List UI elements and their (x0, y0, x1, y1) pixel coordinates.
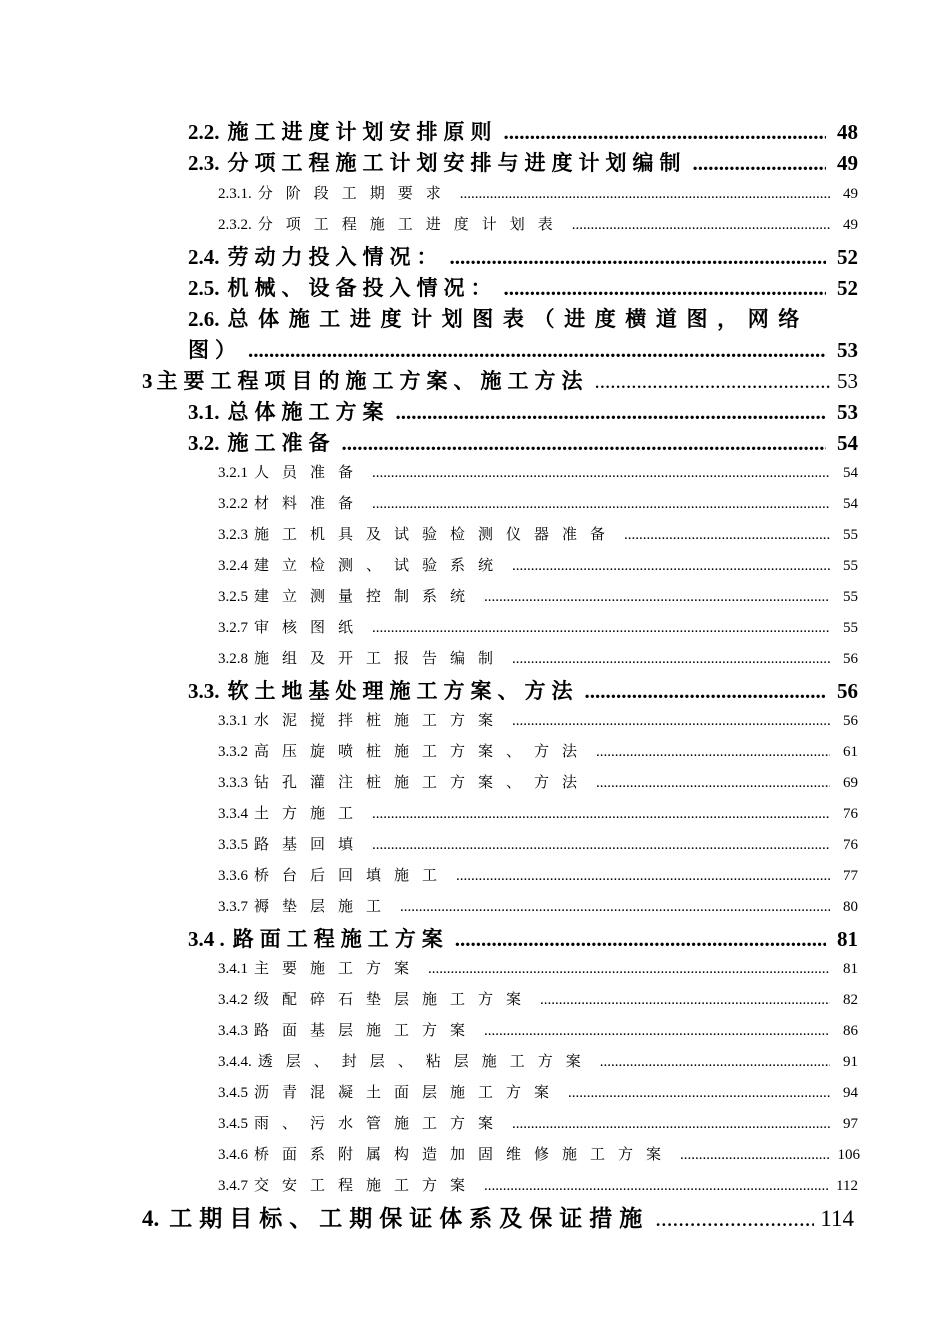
toc-number: 3.3.1 (218, 713, 248, 729)
toc-leader-dots (512, 558, 830, 575)
toc-page-number: 61 (843, 744, 858, 760)
toc-number: 3.2.8 (218, 651, 248, 667)
toc-title: 总体施工方案 (227, 400, 390, 424)
toc-leader-dots (585, 679, 827, 704)
toc-leader-dots (680, 1147, 830, 1164)
toc-number: 3.2.4 (218, 558, 248, 574)
toc-title: 劳动力投入情况： (227, 245, 444, 269)
toc-page-number: 55 (843, 620, 858, 636)
toc-leader-dots (540, 992, 830, 1009)
toc-number: 2.5. (188, 276, 220, 300)
toc-leader-dots (600, 1054, 830, 1071)
toc-leader-dots (484, 1178, 828, 1195)
toc-entry-3-4-2[interactable] (218, 988, 858, 1010)
toc-title: 雨、污水管施工方案 (254, 1116, 507, 1132)
toc-entry-3-2-8[interactable] (218, 647, 858, 669)
toc-leader-dots (512, 1116, 830, 1133)
toc-number: 3.4.4. (218, 1054, 252, 1070)
toc-number: 3.2.7 (218, 620, 248, 636)
toc-leader-dots (568, 1085, 830, 1102)
toc-number: 3 (142, 369, 153, 393)
toc-entry-4[interactable] (142, 1200, 854, 1230)
toc-page-number: 55 (843, 527, 858, 543)
toc-leader-dots (655, 1206, 814, 1232)
toc-page-number: 53 (837, 338, 858, 362)
toc-number: 3.3.3 (218, 775, 248, 791)
toc-entry-3-4-5-pipe[interactable] (218, 1112, 858, 1134)
toc-page-number: 49 (843, 217, 858, 233)
toc-entry-3-2-2[interactable] (218, 492, 858, 514)
toc-title: 高压旋喷桩施工方案、方法 (254, 744, 591, 760)
toc-leader-dots (596, 775, 830, 792)
toc-page-number: 54 (837, 431, 858, 455)
toc-title: 人员准备 (254, 465, 367, 481)
toc-page-number: 53 (837, 369, 858, 393)
toc-entry-3-1[interactable] (188, 396, 858, 426)
toc-title: 路基回填 (254, 837, 367, 853)
toc-title: 建立测量控制系统 (254, 589, 479, 605)
toc-title: 施工进度计划安排原则 (227, 120, 498, 144)
toc-leader-dots (572, 217, 830, 234)
toc-number: 2.6. (188, 307, 220, 331)
toc-title: 桥面系附属构造加固维修施工方案 (254, 1147, 675, 1163)
toc-entry-3-2-5[interactable] (218, 585, 858, 607)
toc-title: 总体施工进度计划图表（进度横道图，网络 (227, 307, 809, 331)
toc-title: 沥青混凝土面层施工方案 (254, 1085, 563, 1101)
toc-number: 4. (142, 1206, 160, 1231)
toc-leader-dots (372, 837, 830, 854)
toc-title: 施组及开工报告编制 (254, 651, 507, 667)
toc-leader-dots (512, 713, 830, 730)
toc-title: 路面基层施工方案 (254, 1023, 479, 1039)
toc-leader-dots (455, 927, 826, 952)
toc-entry-3[interactable] (142, 365, 858, 395)
toc-leader-dots (595, 369, 831, 394)
toc-entry-3-4-3[interactable] (218, 1019, 858, 1041)
toc-number: 3.2.2 (218, 496, 248, 512)
toc-entry-3-2-7[interactable] (218, 616, 858, 638)
toc-page-number: 76 (843, 806, 858, 822)
toc-entry-2-6-line1[interactable] (188, 303, 858, 333)
toc-page-number: 49 (837, 151, 858, 175)
toc-number: 3.4.2 (218, 992, 248, 1008)
toc-number: 3.2.5 (218, 589, 248, 605)
toc-leader-dots (456, 868, 830, 885)
toc-page-number: 54 (843, 496, 858, 512)
toc-number: 3.4.5 (218, 1085, 248, 1101)
toc-title: 水泥搅拌桩施工方案 (254, 713, 507, 729)
toc-number: 3.3.7 (218, 899, 248, 915)
toc-entry-3-4[interactable] (188, 923, 858, 953)
toc-entry-2-4[interactable] (188, 241, 858, 271)
toc-title: 主要工程项目的施工方案、施工方法 (156, 369, 589, 393)
toc-leader-dots (460, 186, 830, 203)
toc-leader-dots (372, 465, 830, 482)
toc-entry-3-3-4[interactable] (218, 802, 858, 824)
toc-leader-dots (428, 961, 830, 978)
toc-entry-2-2[interactable] (188, 116, 858, 146)
toc-entry-3-3[interactable] (188, 675, 858, 705)
toc-page-number: 55 (843, 558, 858, 574)
toc-number: 3.1. (188, 400, 220, 424)
toc-page-number: 53 (837, 400, 858, 424)
toc-number: 2.4. (188, 245, 220, 269)
toc-title-continued: 图） (188, 338, 242, 362)
toc-title: 级配碎石垫层施工方案 (254, 992, 535, 1008)
toc-entry-2-5[interactable] (188, 272, 858, 302)
toc-leader-dots (342, 431, 827, 456)
toc-entry-2-3[interactable] (188, 147, 858, 177)
toc-page-number: 54 (843, 465, 858, 481)
toc-title: 审核图纸 (254, 620, 367, 636)
toc-page-number: 80 (843, 899, 858, 915)
toc-title: 分项工程施工进度计划表 (257, 217, 566, 233)
toc-page-number: 86 (843, 1023, 858, 1039)
toc-entry-3-4-5-asphalt[interactable] (218, 1081, 858, 1103)
toc-page-number: 82 (843, 992, 858, 1008)
toc-number: 2.3.2. (218, 217, 252, 233)
toc-page-number: 97 (843, 1116, 858, 1132)
toc-title: 施工准备 (227, 431, 336, 455)
toc-title: 分项工程施工计划安排与进度计划编制 (227, 151, 687, 175)
toc-number: 3.3.4 (218, 806, 248, 822)
toc-entry-3-3-3[interactable] (218, 771, 858, 793)
toc-page-number: 56 (843, 713, 858, 729)
toc-leader-dots (512, 651, 830, 668)
toc-number: 3.3.2 (218, 744, 248, 760)
toc-page-number: 56 (837, 679, 858, 703)
toc-title: 材料准备 (254, 496, 367, 512)
toc-title: 透层、封层、粘层施工方案 (257, 1054, 594, 1070)
toc-title: 主要施工方案 (254, 961, 423, 977)
toc-entry-2-6-line2[interactable] (188, 334, 858, 364)
toc-entry-3-2[interactable] (188, 427, 858, 457)
toc-title: 褥垫层施工 (254, 899, 395, 915)
toc-number: 3.3. (188, 679, 220, 703)
toc-page-number: 55 (843, 589, 858, 605)
toc-number: 3.4 . (188, 927, 225, 951)
toc-title: 交安工程施工方案 (254, 1178, 479, 1194)
toc-title: 钻孔灌注桩施工方案、方法 (254, 775, 591, 791)
toc-entry-3-4-7[interactable] (218, 1174, 858, 1196)
toc-entry-3-2-3[interactable] (218, 523, 858, 545)
toc-page-number: 94 (843, 1085, 858, 1101)
toc-number: 3.3.5 (218, 837, 248, 853)
toc-leader-dots (624, 527, 830, 544)
toc-title: 土方施工 (254, 806, 367, 822)
toc-number: 3.4.7 (218, 1178, 248, 1194)
toc-entry-3-4-6[interactable] (218, 1143, 860, 1165)
toc-entry-3-2-4[interactable] (218, 554, 858, 576)
toc-number: 2.3.1. (218, 186, 252, 202)
toc-leader-dots (396, 400, 827, 425)
toc-leader-dots (484, 1023, 830, 1040)
toc-page-number: 52 (837, 276, 858, 300)
toc-page-number: 77 (843, 868, 858, 884)
toc-number: 3.4.3 (218, 1023, 248, 1039)
toc-entry-3-2-1[interactable] (218, 461, 858, 483)
toc-leader-dots (372, 806, 830, 823)
toc-title: 建立检测、试验系统 (254, 558, 507, 574)
toc-entry-2-3-2[interactable] (218, 213, 858, 235)
toc-leader-dots (596, 744, 830, 761)
toc-leader-dots (372, 620, 830, 637)
toc-entry-3-3-5[interactable] (218, 833, 858, 855)
toc-title: 工期目标、工期保证体系及保证措施 (169, 1206, 650, 1231)
toc-page-number: 48 (837, 120, 858, 144)
toc-page-number: 69 (843, 775, 858, 791)
toc-title: 路面工程施工方案 (232, 927, 449, 951)
toc-title: 分阶段工期要求 (257, 186, 454, 202)
toc-title: 机械、设备投入情况： (227, 276, 498, 300)
toc-leader-dots (693, 151, 827, 176)
toc-entry-3-3-2[interactable] (218, 740, 858, 762)
toc-page-number: 81 (843, 961, 858, 977)
toc-page-number: 49 (843, 186, 858, 202)
toc-page-number: 76 (843, 837, 858, 853)
toc-number: 2.3. (188, 151, 220, 175)
toc-entry-3-4-1[interactable] (218, 957, 858, 979)
toc-number: 3.2.1 (218, 465, 248, 481)
toc-entry-3-3-6[interactable] (218, 864, 858, 886)
toc-page-number: 52 (837, 245, 858, 269)
toc-page-number: 81 (837, 927, 858, 951)
toc-number: 3.4.6 (218, 1147, 248, 1163)
toc-page-number: 56 (843, 651, 858, 667)
toc-title: 软土地基处理施工方案、方法 (227, 679, 579, 703)
toc-page-number: 91 (843, 1054, 858, 1070)
toc-title: 施工机具及试验检测仪器准备 (254, 527, 619, 543)
toc-number: 3.2. (188, 431, 220, 455)
toc-leader-dots (504, 276, 827, 301)
toc-number: 3.3.6 (218, 868, 248, 884)
toc-page-number: 112 (836, 1178, 858, 1194)
toc-leader-dots (504, 120, 827, 145)
toc-number: 3.4.5 (218, 1116, 248, 1132)
toc-number: 3.4.1 (218, 961, 248, 977)
toc-page-number: 114 (820, 1206, 854, 1231)
toc-leader-dots (400, 899, 830, 916)
toc-number: 2.2. (188, 120, 220, 144)
toc-number: 3.2.3 (218, 527, 248, 543)
toc-page-number: 106 (837, 1147, 860, 1163)
toc-entry-3-3-7[interactable] (218, 895, 858, 917)
toc-entry-3-3-1[interactable] (218, 709, 858, 731)
toc-leader-dots (372, 496, 830, 513)
toc-entry-3-4-4[interactable] (218, 1050, 858, 1072)
toc-title: 桥台后回填施工 (254, 868, 451, 884)
toc-entry-2-3-1[interactable] (218, 182, 858, 204)
toc-leader-dots (248, 338, 826, 363)
toc-leader-dots (450, 245, 827, 270)
toc-leader-dots (484, 589, 830, 606)
